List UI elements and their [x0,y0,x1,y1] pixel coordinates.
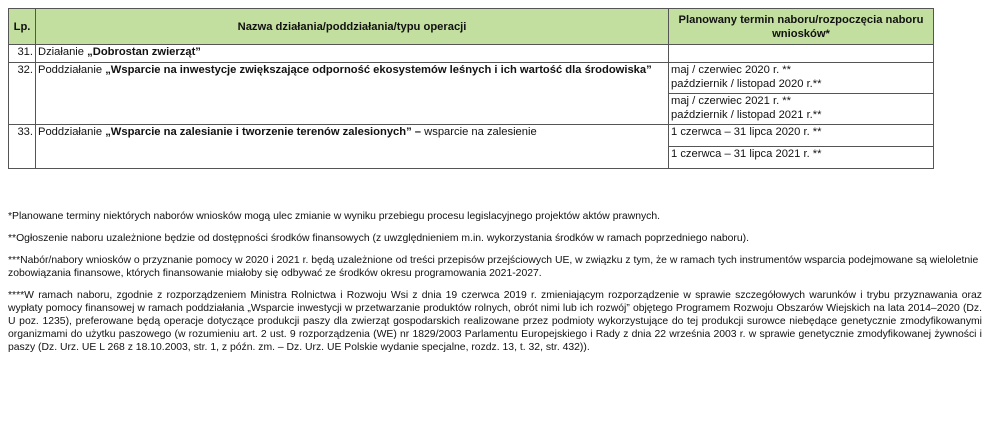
row-number: 32. [9,63,36,125]
schedule-table [8,8,934,169]
term-line: październik / listopad 2020 r.** [671,78,822,90]
term-cell [669,45,934,63]
footnote-2: **Ogłoszenie naboru uzależnione będzie od dostępności środków finansowych (z uwzględnieniem m.in. wykorzystania środków w ramach poprzedniego naboru). [8,233,750,244]
operation-name [36,63,669,125]
table-row [9,45,934,63]
header-name: Nazwa działania/poddziałania/typu operacji [36,9,669,45]
footnote-1: *Planowane terminy niektórych naborów wniosków mogą ulec zmianie w wyniku przebiegu procesu legislacyjnego projektów aktów prawnych. [8,211,661,222]
operation-title: „Wsparcie na inwestycje zwiększające odporność ekosystemów leśnych i ich wartość dla środowiska” [105,64,652,76]
header-lp: Lp. [9,9,36,45]
operation-name [36,45,669,63]
operation-title: „Wsparcie na zalesianie i tworzenie terenów zalesionych” – [105,126,422,138]
operation-name [36,125,669,169]
header-term: Planowany termin naboru/rozpoczęcia naboru wniosków* [669,9,934,45]
table-header-row [9,9,934,45]
term-line: maj / czerwiec 2020 r. ** [671,64,792,76]
table-row [9,63,934,94]
operation-suffix: wsparcie na zalesienie [421,126,537,138]
operation-prefix: Poddziałanie [38,64,106,76]
footnote-4: ****W ramach naboru, zgodnie z rozporządzeniem Ministra Rolnictwa i Rozwoju Wsi z dnia 19 czerwca 2019 r. zmieniającym rozporządzenie w sprawie szczegółowych warunków i trybu przyznawania oraz wypłaty pomocy finansowej w ramach poddziałania „Wsparcie inwestycji w przetwarzanie produktów rolnych, obrót nimi lub ich rozwój” objętego Programem Rozwoju Obszarów Wiejskich na lata 2014–2020 (Dz. U poz. 1235), preferowane będą operacje dotyczące produkcji paszy dla zwierząt gospodarskich realizowane przez podmioty wykorzystujące do tej produkcji surowce niebędące genetycznie zmodyfikowanymi organizmami do użytku paszowego (w rozumieniu art. 2 ust. 9 rozporządzenia (WE) nr 1829/2003 Parlamentu Europejskiego i Rady z dnia 22 września 2003 r. w sprawie genetycznie zmodyfikowanej żywności i paszy (Dz. Urz. UE L 268 z 18.10.2003, str. 1, z późn. zm. – Dz. Urz. UE Polskie wydanie specjalne, rozdz. 13, t. 32, str. 432)). [8,290,982,353]
term-cell [669,94,934,125]
table-row [9,125,934,147]
footnotes [8,210,982,363]
term-line: październik / listopad 2021 r.** [671,109,822,121]
row-number: 33. [9,125,36,169]
footnote-3: ***Nabór/nabory wniosków o przyznanie pomocy w 2020 i 2021 r. będą uzależnione od treści przepisów przejściowych UE, w związku z tym, że w ramach tych instrumentów wsparcia podejmowane są wieloletnie zobowiązania finansowe, których finansowanie miałoby się odbywać ze środków okresu programowania 2021-2027. [8,255,979,279]
row-number: 31. [9,45,36,63]
term-cell: 1 czerwca – 31 lipca 2020 r. ** [669,125,934,147]
term-cell [669,63,934,94]
operation-prefix: Poddziałanie [38,126,106,138]
operation-title: „Dobrostan zwierząt” [87,46,201,58]
term-cell: 1 czerwca – 31 lipca 2021 r. ** [669,147,934,169]
term-line: maj / czerwiec 2021 r. ** [671,95,792,107]
operation-prefix: Działanie [38,46,88,58]
